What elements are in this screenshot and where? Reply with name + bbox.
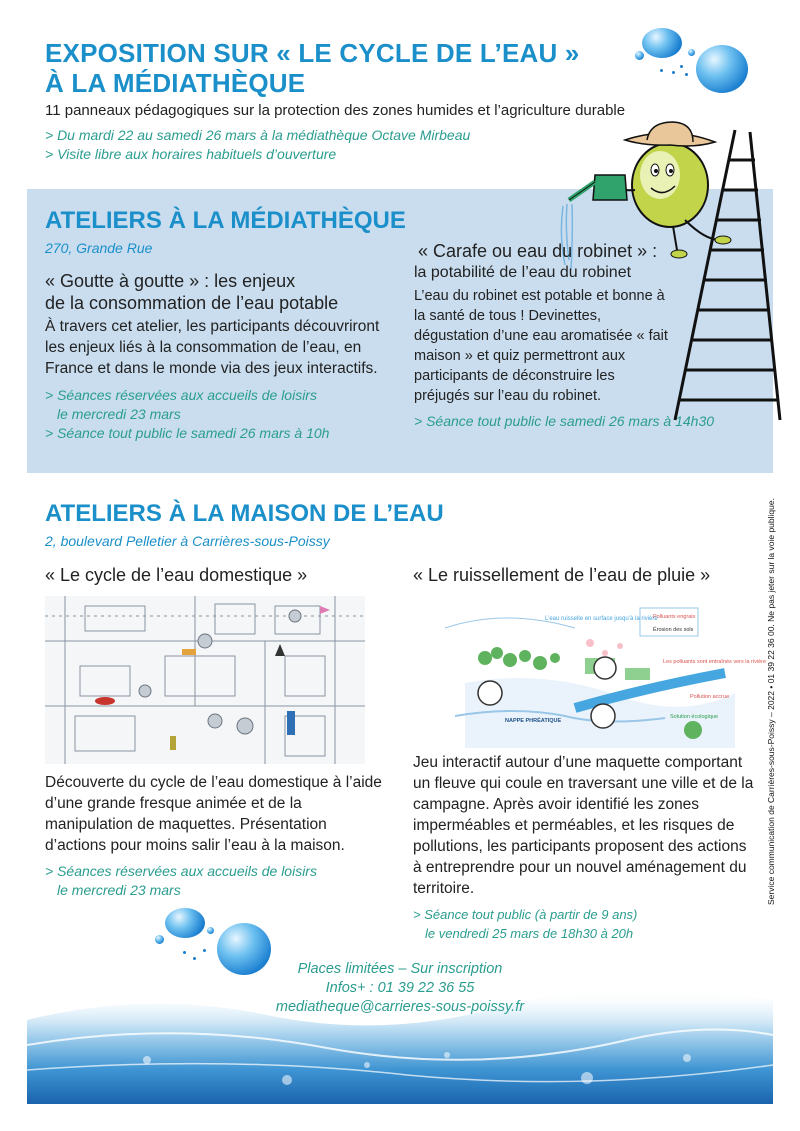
credit-text: Service communication de Carrières-sous-Poissy – 2022 • 01 39 22 36 00. Ne pas jeter sur la voie publique. bbox=[766, 498, 776, 905]
workshop-heading-line2: la potabilité de l’eau du robinet bbox=[414, 264, 632, 281]
diagram-label: Polluants engrais bbox=[653, 614, 696, 620]
workshop-description: Découverte du cycle de l’eau domestique à l’aide d’une grande fresque animée et de la manipulation de maquettes. Présentation d’actions pour moins salir l’eau à la maison. bbox=[45, 774, 382, 854]
workshop-carafe bbox=[414, 240, 714, 431]
diagram-label: Solution écologique bbox=[670, 714, 719, 720]
footer-info bbox=[200, 960, 600, 1017]
mediatheque-address: 270, Grande Rue bbox=[45, 240, 153, 256]
water-drop-icon bbox=[155, 935, 164, 944]
workshop-session: le vendredi 25 mars de 18h30 à 20h bbox=[425, 926, 634, 941]
workshop-session: > Séance tout public (à partir de 9 ans) bbox=[413, 907, 638, 922]
diagram-label: Pollution accrue bbox=[690, 694, 730, 700]
water-drop-icon bbox=[165, 908, 205, 938]
workshop-goutte bbox=[45, 270, 400, 443]
footer-email[interactable]: mediatheque@carrieres-sous-poissy.fr bbox=[275, 999, 525, 1015]
water-drop-icon bbox=[642, 28, 682, 58]
workshop-ruissellement bbox=[413, 752, 758, 943]
workshop-session: > Séances réservées aux accueils de loisirs bbox=[45, 387, 317, 403]
diagram-label: Érosion des sols bbox=[653, 627, 694, 633]
water-drop-icon bbox=[696, 45, 748, 93]
workshop-heading-line2: de la consommation de l’eau potable bbox=[45, 293, 339, 313]
workshop-heading-line1: « Goutte à goutte » : les enjeux bbox=[45, 271, 296, 291]
water-drops-top bbox=[630, 25, 760, 95]
expo-date: > Du mardi 22 au samedi 26 mars à la médiathèque Octave Mirbeau bbox=[45, 127, 471, 143]
footer-limited: Places limitées – Sur inscription bbox=[297, 961, 503, 977]
workshop-heading: « Le ruissellement de l’eau de pluie » bbox=[413, 565, 711, 585]
workshop-session: > Séance tout public le samedi 26 mars à 10h bbox=[45, 425, 330, 441]
maison-title: ATELIERS À LA MAISON DE L’EAU bbox=[45, 500, 444, 527]
water-drop-icon bbox=[207, 927, 214, 934]
footer-phone[interactable]: Infos+ : 01 39 22 36 55 bbox=[325, 980, 475, 996]
page-title-line1: EXPOSITION SUR « LE CYCLE DE L’EAU » bbox=[45, 38, 580, 68]
expo-visit: > Visite libre aux horaires habituels d’ouverture bbox=[45, 146, 337, 162]
water-drop-icon bbox=[635, 51, 644, 60]
page-title bbox=[45, 38, 605, 98]
diagram-label: Les polluants sont entraînés vers la rivière bbox=[663, 659, 767, 665]
workshop-description: À travers cet atelier, les participants découvriront les enjeux liés à la consommation de l’eau, en France et dans le monde via des jeux interactifs. bbox=[45, 318, 380, 377]
diagram-label: NAPPE PHRÉATIQUE bbox=[505, 718, 562, 724]
workshop-session: le mercredi 23 mars bbox=[57, 406, 181, 422]
mediatheque-title: ATELIERS À LA MÉDIATHÈQUE bbox=[45, 207, 406, 234]
workshop-heading: « Le cycle de l’eau domestique » bbox=[45, 565, 308, 585]
workshop-description: Jeu interactif autour d’une maquette comportant un fleuve qui coule en traversant une ville et de la campagne. Après avoir identifié les zones imperméables et perméables, et les risques de pollutions, les participants proposent des actions à entreprendre pour un nouvel aménagement du territoire. bbox=[413, 754, 754, 897]
house-cutaway-illustration bbox=[45, 596, 365, 764]
workshop-session: > Séance tout public le samedi 26 mars à 14h30 bbox=[414, 413, 715, 429]
maison-address: 2, boulevard Pelletier à Carrières-sous-Poissy bbox=[45, 533, 330, 549]
diagram-label: L’eau ruisselle en surface jusqu’à la rivière bbox=[545, 616, 658, 622]
workshop-cycle bbox=[45, 772, 390, 900]
workshop-session: > Séances réservées aux accueils de loisirs bbox=[45, 863, 317, 879]
water-drop-icon bbox=[688, 49, 695, 56]
expo-subtitle: 11 panneaux pédagogiques sur la protection des zones humides et l’agriculture durable bbox=[45, 102, 626, 119]
page-title-line2: À LA MÉDIATHÈQUE bbox=[45, 68, 306, 98]
workshop-session: le mercredi 23 mars bbox=[57, 882, 181, 898]
runoff-diagram bbox=[425, 598, 767, 748]
workshop-heading-line1: « Carafe ou eau du robinet » : bbox=[418, 241, 658, 261]
workshop-description: L’eau du robinet est potable et bonne à la santé de tous ! Devinettes, dégustation d’une eau aromatisée « fait maison » et quiz permettront aux participants de déconstruire les préjugés sur l’eau du robinet. bbox=[414, 288, 668, 404]
